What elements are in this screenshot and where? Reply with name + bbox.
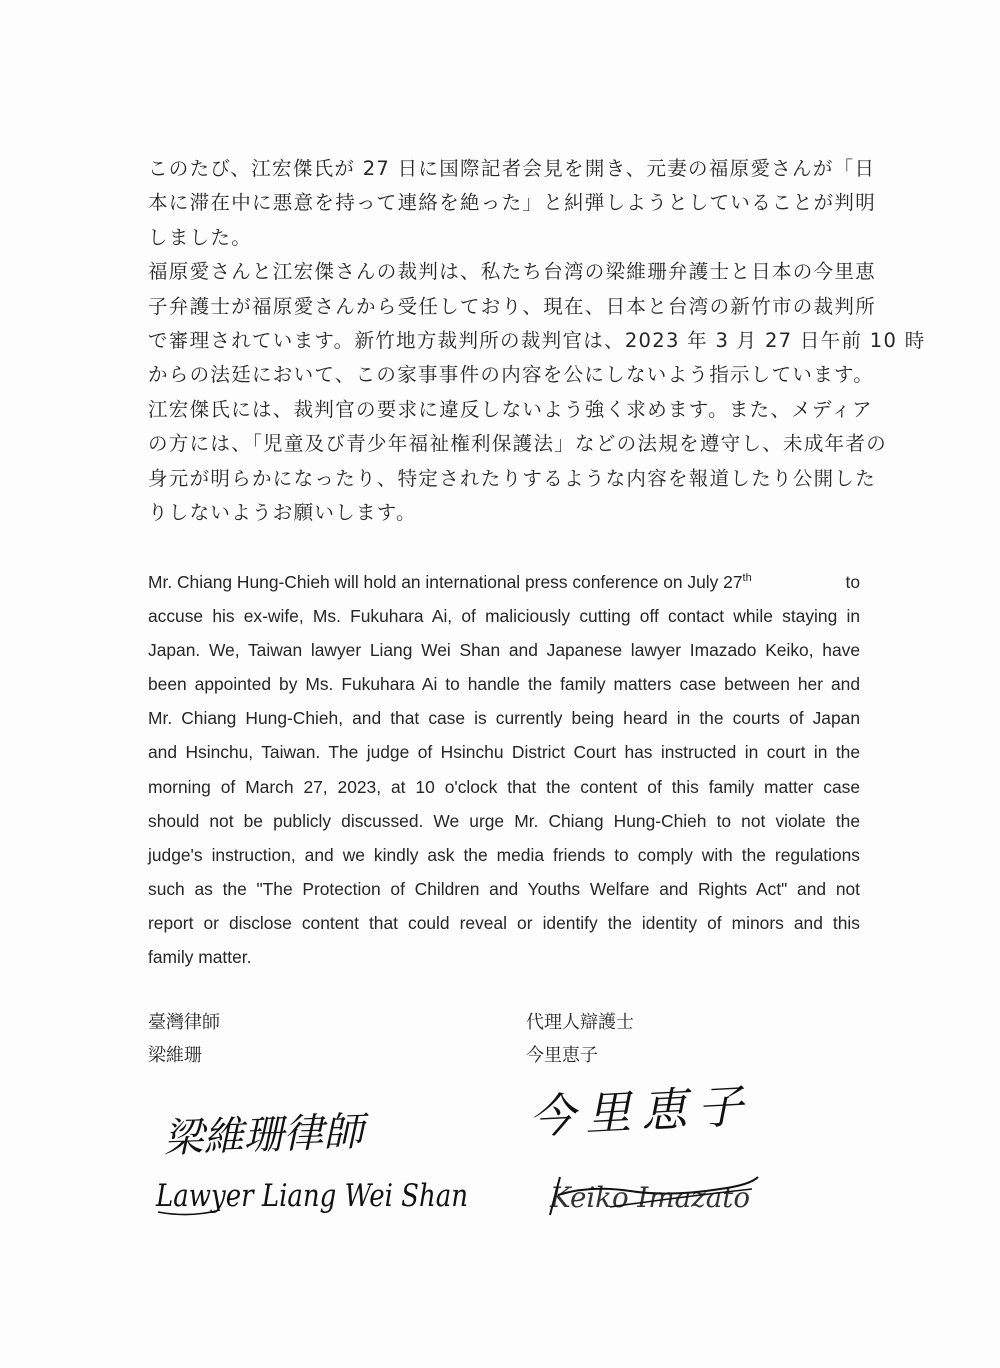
jp-line: で審理されています。新竹地方裁判所の裁判官は、2023 年 3 月 27 日午前 10 時: [148, 328, 926, 352]
jp-line: りしないようお願いします。: [148, 500, 417, 524]
jp-line: 身元が明らかになったり、特定されたりするような内容を報道したり公開した: [148, 466, 877, 490]
jp-line: 本に滞在中に悪意を持って連絡を絶った」と糾弾しようとしていることが判明: [148, 191, 877, 215]
en-last-line: family matter.: [148, 947, 252, 968]
jp-line: 福原愛さんと江宏傑さんの裁判は、私たち台湾の梁維珊弁護士と日本の今里恵: [148, 260, 877, 284]
en-first-line: [148, 565, 860, 599]
en-line: morning of March 27, 2023, at 10 o'clock that the content of this family matter case: [148, 776, 860, 797]
left-signatory-name: 梁維珊: [148, 1045, 202, 1066]
jp-line: しました。: [148, 225, 253, 249]
left-signatory-block: [148, 1006, 220, 1072]
jp-line: 江宏傑氏には、裁判官の要求に違反しないよう強く求めます。また、メディア: [148, 397, 873, 421]
japanese-statement: [148, 152, 926, 530]
en-line: Japan. We, Taiwan lawyer Liang Wei Shan and Japanese lawyer Imazado Keiko, have: [148, 640, 860, 661]
ordinal-suffix: th: [742, 572, 752, 584]
right-signature-cjk: 今里恵子: [527, 1078, 755, 1144]
en-line: been appointed by Ms. Fukuhara Ai to handle the family matters case between her and: [148, 674, 860, 695]
right-signatory-title: 代理人辯護士: [526, 1012, 634, 1033]
jp-line: 子弁護士が福原愛さんから受任しており、現在、日本と台湾の新竹市の裁判所: [148, 294, 877, 318]
jp-line: からの法廷において、この家事事件の内容を公にしないよう指示しています。: [148, 363, 875, 387]
en-line: should not be publicly discussed. We urge Mr. Chiang Hung-Chieh to not violate the: [148, 810, 860, 831]
left-signature-cjk: 梁維珊律師: [162, 1109, 365, 1162]
right-signature-latin: Keiko Imazato: [549, 1181, 750, 1214]
right-signatory-block: [526, 1006, 634, 1072]
en-line: accuse his ex-wife, Ms. Fukuhara Ai, of maliciously cutting off contact while staying in: [148, 606, 860, 627]
en-line: report or disclose content that could reveal or identify the identity of minors and this: [148, 912, 860, 933]
right-handwritten-signature: [520, 1078, 790, 1245]
right-signature-latin-scribble: [549, 1177, 758, 1215]
jp-line: このたび、江宏傑氏が 27 日に国際記者会見を開き、元妻の福原愛さんが「日: [148, 157, 876, 180]
en-line-text: Mr. Chiang Hung-Chieh will hold an international press conference on July 27th: [148, 572, 752, 592]
en-line: judge's instruction, and we kindly ask the media friends to comply with the regulations: [148, 844, 860, 865]
left-signatory-title: 臺灣律師: [148, 1012, 220, 1033]
en-line-end: to: [845, 572, 860, 592]
en-line: Mr. Chiang Hung-Chieh, and that case is currently being heard in the courts of Japan: [148, 708, 860, 729]
en-line: and Hsinchu, Taiwan. The judge of Hsinchu District Court has instructed in court in the: [148, 742, 860, 763]
jp-line: の方には、「児童及び青少年福祉権利保護法」などの法規を遵守し、未成年者の: [148, 432, 888, 456]
left-handwritten-signature: [150, 1100, 490, 1240]
left-signature-latin: Lawyer Liang Wei Shan: [155, 1178, 468, 1214]
right-signatory-name: 今里恵子: [526, 1045, 598, 1066]
english-statement: [148, 565, 868, 974]
en-line: such as the "The Protection of Children and Youths Welfare and Rights Act" and not: [148, 878, 860, 899]
